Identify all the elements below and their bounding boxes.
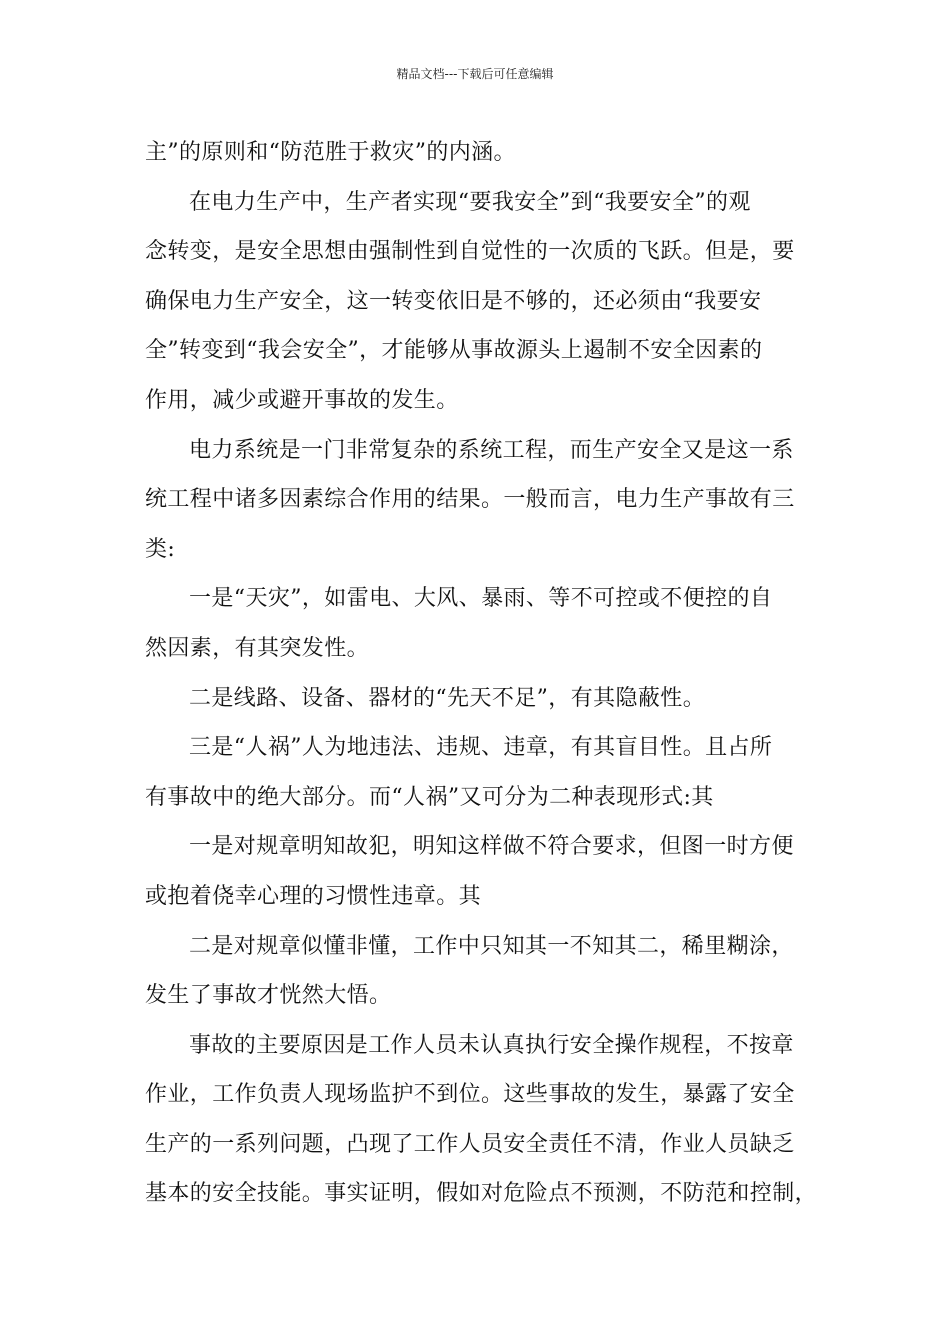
text-line: 类: <box>145 536 176 562</box>
text-line: 发生了事故才恍然大悟。 <box>145 983 392 1009</box>
text-line: 电力系统是一门非常复杂的系统工程，而生产安全又是这一系 <box>189 437 794 463</box>
text-line: 念转变，是安全思想由强制性到自觉性的一次质的飞跃。但是，要 <box>145 239 795 265</box>
text-line: 三是“人祸”人为地违法、违规、违章，有其盲目性。且占所 <box>189 735 773 761</box>
text-line: 作用，减少或避开事故的发生。 <box>145 387 459 413</box>
text-line: 全”转变到“我会安全”，才能够从事故源头上遏制不安全因素的 <box>145 338 763 364</box>
text-line: 一是“天灾”，如雷电、大风、暴雨、等不可控或不便控的自 <box>189 586 773 612</box>
text-line: 二是线路、设备、器材的“先天不足”，有其隐蔽性。 <box>189 685 706 711</box>
text-line: 然因素，有其突发性。 <box>145 635 370 661</box>
text-line: 作业，工作负责人现场监护不到位。这些事故的发生，暴露了安全 <box>145 1082 795 1108</box>
document-body <box>145 128 818 1219</box>
page-header: 精品文档---下载后可任意编辑 <box>396 67 554 81</box>
text-line: 主”的原则和“防范胜于救灾”的内涵。 <box>145 140 516 165</box>
text-line: 或抱着侥幸心理的习惯性违章。其 <box>145 883 482 909</box>
text-line: 基本的安全技能。事实证明，假如对危险点不预测，不防范和控制， <box>145 1181 818 1207</box>
text-line: 有事故中的绝大部分。而“人祸”又可分为二种表现形式:其 <box>145 784 714 810</box>
text-line: 二是对规章似懂非懂，工作中只知其一不知其二，稀里糊涂， <box>189 933 794 959</box>
text-line: 统工程中诸多因素综合作用的结果。一般而言，电力生产事故有三 <box>145 487 795 513</box>
text-line: 生产的一系列问题，凸现了工作人员安全责任不清，作业人员缺乏 <box>145 1131 795 1157</box>
text-line: 确保电力生产安全，这一转变依旧是不够的，还必须由“我要安 <box>145 288 762 314</box>
text-line: 事故的主要原因是工作人员未认真执行安全操作规程，不按章 <box>189 1032 794 1058</box>
text-line: 一是对规章明知故犯，明知这样做不符合要求，但图一时方便 <box>189 834 794 860</box>
text-line: 在电力生产中，生产者实现“要我安全”到“我要安全”的观 <box>189 189 751 215</box>
